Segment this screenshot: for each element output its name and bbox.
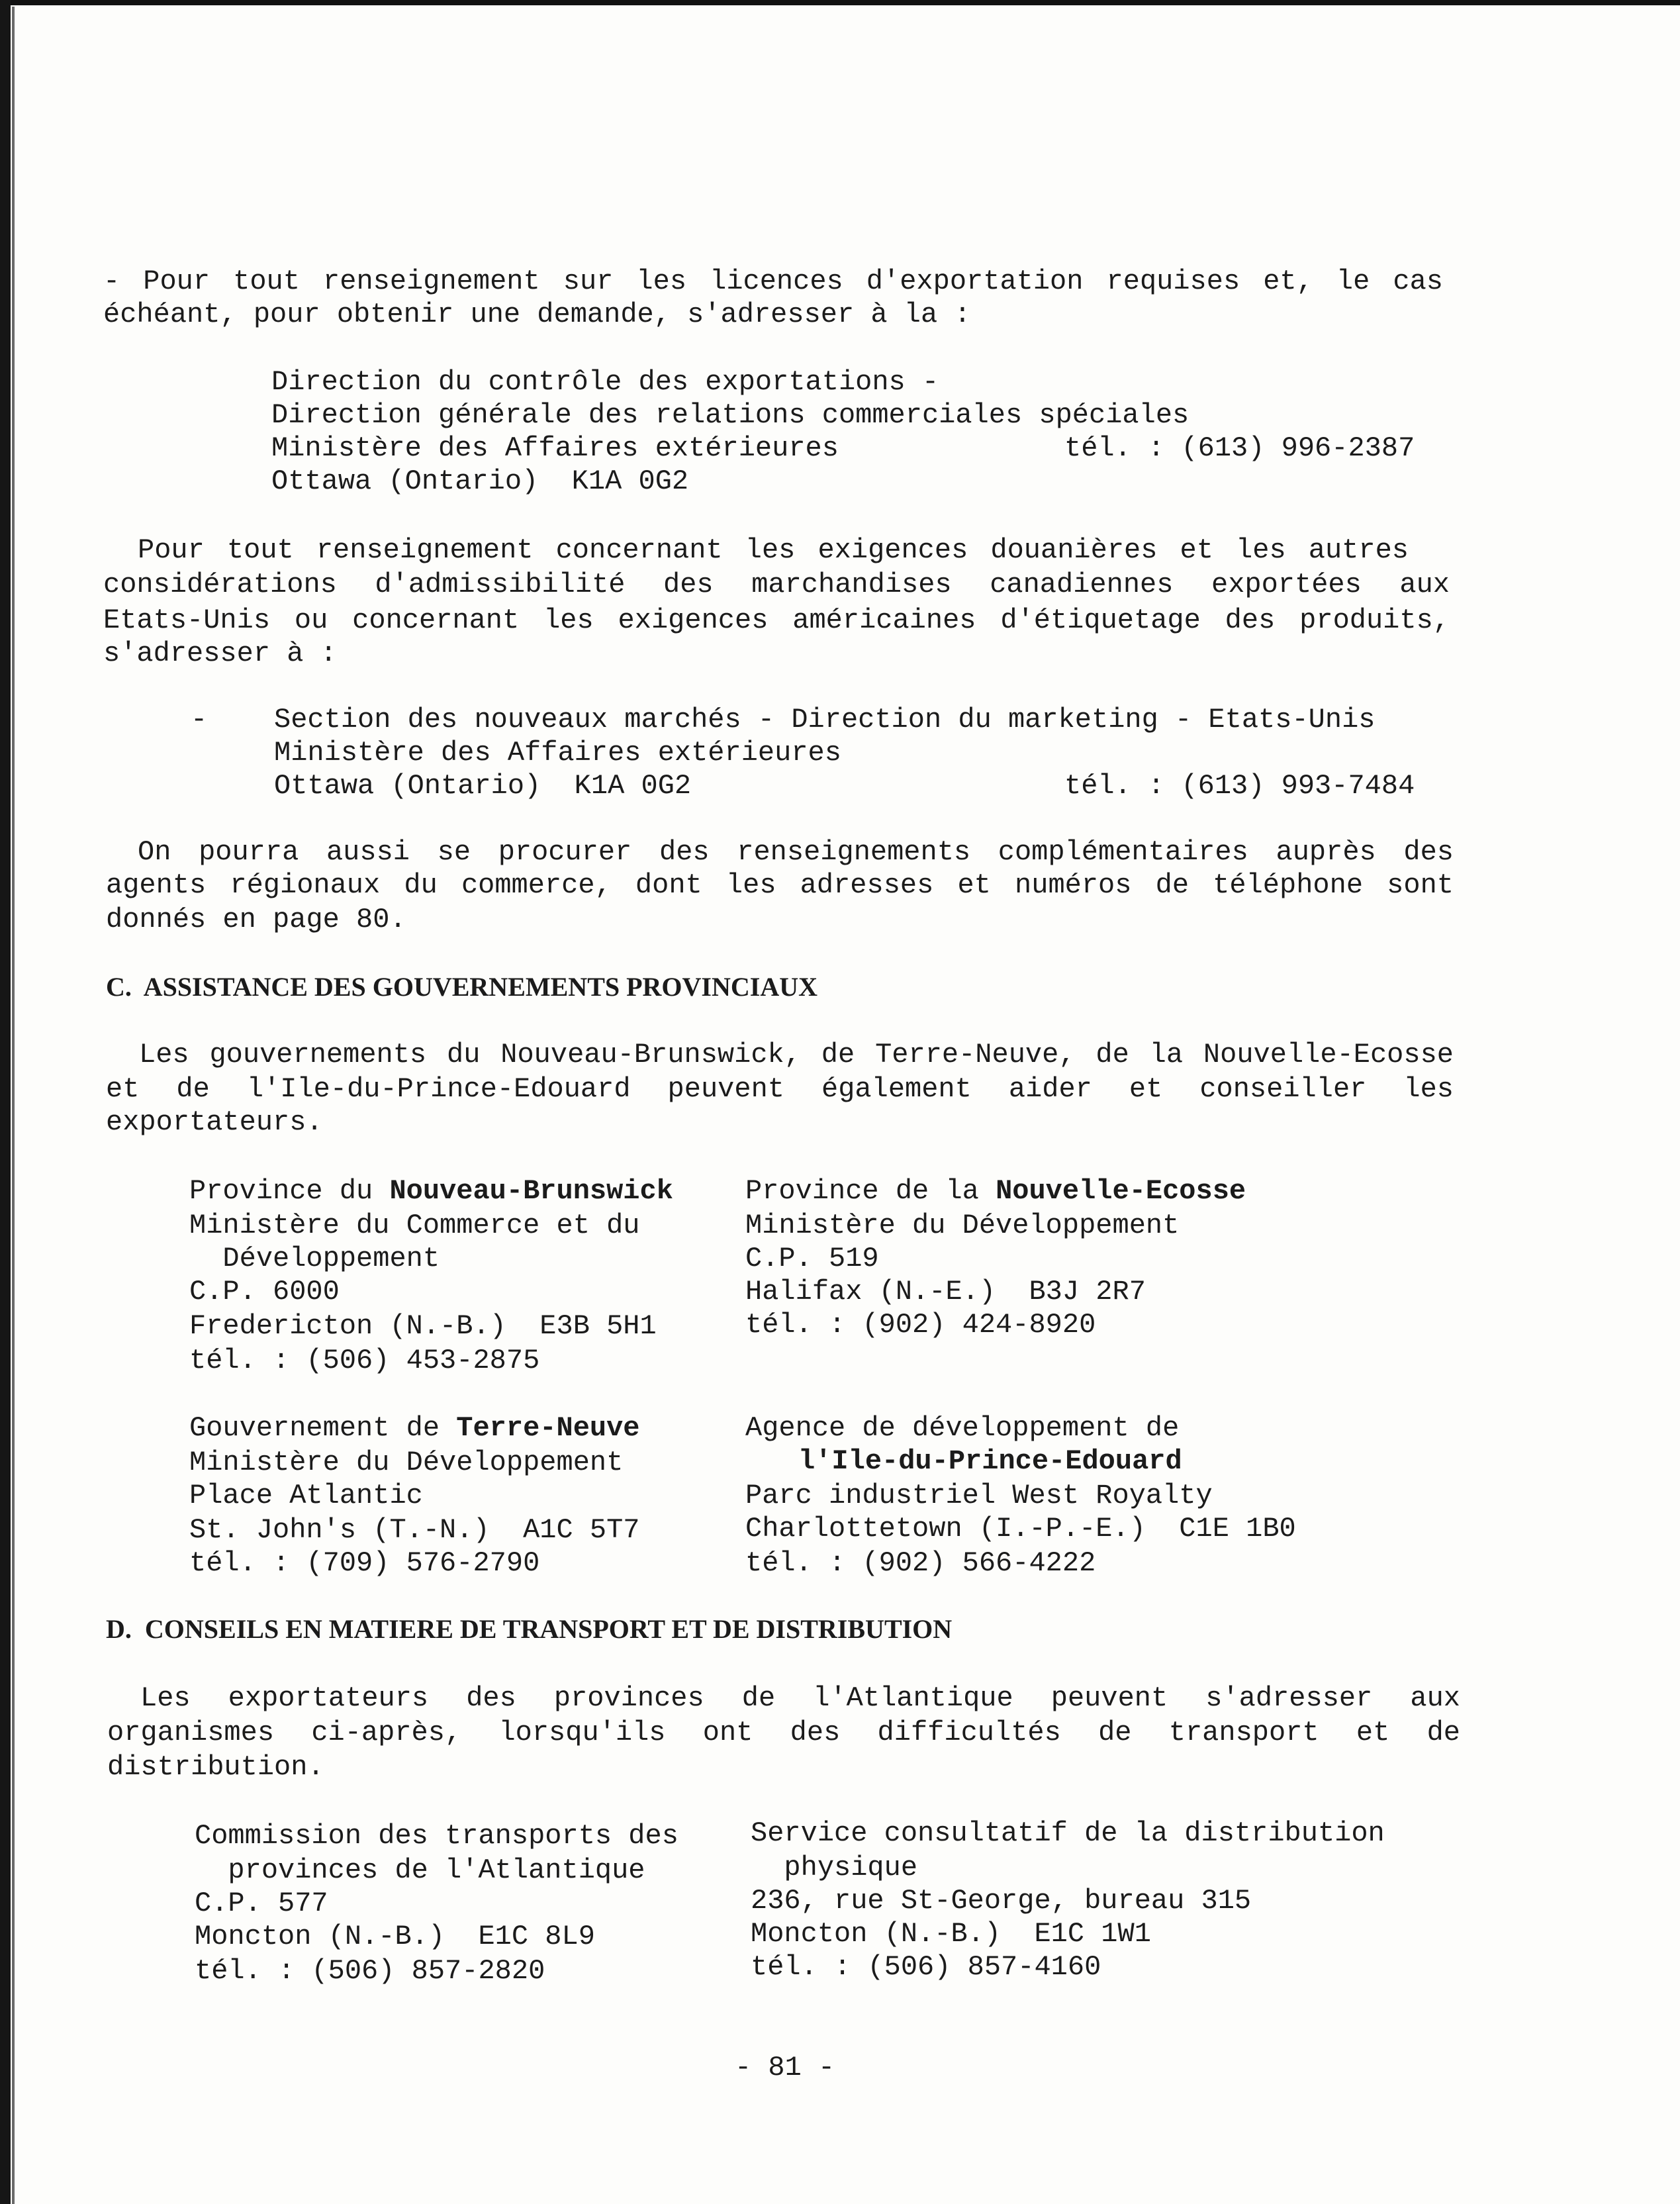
- transport-right-line5: tél. : (506) 857-4160: [751, 1951, 1101, 1983]
- address1-line2: Direction générale des relations commerciales spéciales: [271, 399, 1190, 431]
- nb-title-name: Nouveau-Brunswick: [389, 1175, 673, 1207]
- address1-line4: Ottawa (Ontario) K1A 0G2: [271, 465, 689, 497]
- nf-line2: Place Atlantic: [189, 1480, 423, 1511]
- nb-line3: C.P. 6000: [189, 1276, 340, 1308]
- nb-line5: tél. : (506) 453-2875: [189, 1345, 540, 1376]
- section-d-para-line2: organismes ci-après, lorsqu'ils ont des difficultés de transport et de: [107, 1717, 1460, 1749]
- para1-line1: - Pour tout renseignement sur les licences d'exportation requises et, le cas: [103, 265, 1443, 297]
- nf-line4: tél. : (709) 576-2790: [189, 1547, 540, 1579]
- ns-title: [745, 1174, 1246, 1208]
- scan-edge-left-shadow: [12, 7, 15, 2204]
- nb-line4: Fredericton (N.-B.) E3B 5H1: [189, 1310, 657, 1342]
- page-number: - 81 -: [735, 2052, 835, 2084]
- para3-line2: agents régionaux du commerce, dont les adresses et numéros de téléphone sont: [106, 869, 1454, 901]
- pei-line2: Parc industriel West Royalty: [745, 1480, 1213, 1511]
- para2-line2: considérations d'admissibilité des marchandises canadiennes exportées aux: [103, 569, 1450, 600]
- address2-dash: -: [191, 704, 208, 736]
- ns-title-prefix: Province de la: [745, 1175, 996, 1207]
- nf-title: [189, 1412, 640, 1445]
- address2-line3: Ottawa (Ontario) K1A 0G2: [274, 770, 692, 802]
- transport-left-line4: Moncton (N.-B.) E1C 8L9: [195, 1921, 595, 1952]
- pei-line4: tél. : (902) 566-4222: [745, 1547, 1096, 1579]
- address2-line1: Section des nouveaux marchés - Direction du marketing - Etats-Unis: [274, 704, 1376, 736]
- address2-tel: tél. : (613) 993-7484: [1064, 770, 1415, 802]
- section-c-para-line2: et de l'Ile-du-Prince-Edouard peuvent également aider et conseiller les: [106, 1073, 1454, 1105]
- para3-line3: donnés en page 80.: [106, 904, 406, 935]
- transport-right-line2: physique: [751, 1852, 918, 1884]
- nf-line3: St. John's (T.-N.) A1C 5T7: [189, 1514, 640, 1546]
- scan-edge-top: [0, 0, 1680, 5]
- transport-right-line4: Moncton (N.-B.) E1C 1W1: [751, 1918, 1151, 1950]
- para2-line3: Etats-Unis ou concernant les exigences américaines d'étiquetage des produits,: [103, 604, 1450, 636]
- transport-left-line2: provinces de l'Atlantique: [195, 1854, 645, 1886]
- section-d-heading: D. CONSEILS EN MATIERE DE TRANSPORT ET DE DISTRIBUTION: [106, 1614, 953, 1644]
- para3-line1: On pourra aussi se procurer des renseignements complémentaires auprès des: [138, 836, 1454, 868]
- address1-tel: tél. : (613) 996-2387: [1064, 432, 1415, 464]
- pei-name: l'Ile-du-Prince-Edouard: [798, 1445, 1182, 1477]
- para2-line4: s'adresser à :: [103, 638, 337, 669]
- transport-right-line1: Service consultatif de la distribution: [751, 1817, 1385, 1849]
- ns-line4: tél. : (902) 424-8920: [745, 1309, 1096, 1341]
- ns-line3: Halifax (N.-E.) B3J 2R7: [745, 1276, 1146, 1308]
- address2-line2: Ministère des Affaires extérieures: [274, 737, 841, 769]
- nf-title-name: Terre-Neuve: [456, 1412, 640, 1444]
- nb-title-prefix: Province du: [189, 1175, 390, 1207]
- section-c-para-line3: exportateurs.: [106, 1106, 323, 1138]
- address1-line1: Direction du contrôle des exportations -: [271, 366, 939, 398]
- nb-line1: Ministère du Commerce et du: [189, 1210, 640, 1241]
- nb-line2: Développement: [189, 1243, 440, 1274]
- section-c-para-line1: Les gouvernements du Nouveau-Brunswick, de Terre-Neuve, de la Nouvelle-Ecosse: [139, 1039, 1454, 1071]
- transport-left-line5: tél. : (506) 857-2820: [195, 1955, 545, 1987]
- section-d-para-line3: distribution.: [107, 1751, 324, 1783]
- nf-title-prefix: Gouvernement de: [189, 1412, 457, 1444]
- section-d-para-line1: Les exportateurs des provinces de l'Atlantique peuvent s'adresser aux: [140, 1682, 1460, 1714]
- address1-line3: Ministère des Affaires extérieures: [271, 432, 839, 464]
- pei-line1: Agence de développement de: [745, 1412, 1180, 1444]
- nf-line1: Ministère du Développement: [189, 1447, 624, 1478]
- transport-left-line3: C.P. 577: [195, 1888, 328, 1919]
- pei-line3: Charlottetown (I.-P.-E.) C1E 1B0: [745, 1513, 1296, 1545]
- ns-line2: C.P. 519: [745, 1243, 879, 1274]
- nb-title: [189, 1174, 673, 1208]
- para1-line2: échéant, pour obtenir une demande, s'adresser à la :: [103, 299, 971, 330]
- ns-line1: Ministère du Développement: [745, 1210, 1180, 1241]
- section-c-heading: C. ASSISTANCE DES GOUVERNEMENTS PROVINCIAUX: [106, 972, 817, 1002]
- ns-title-name: Nouvelle-Ecosse: [996, 1175, 1246, 1207]
- transport-left-line1: Commission des transports des: [195, 1820, 678, 1852]
- para2-line1: Pour tout renseignement concernant les exigences douanières et les autres: [138, 534, 1409, 566]
- scan-edge-left: [0, 0, 11, 2204]
- transport-right-line3: 236, rue St-George, bureau 315: [751, 1885, 1252, 1917]
